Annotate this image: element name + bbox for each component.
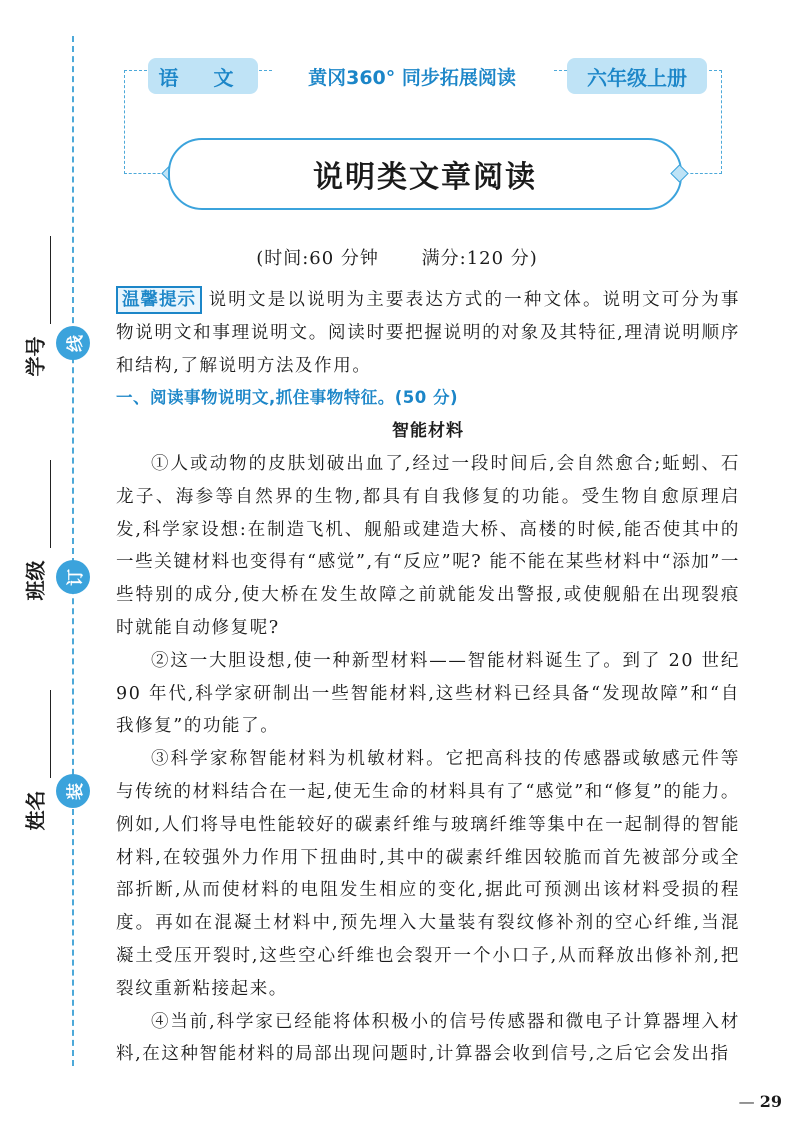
exam-meta [0, 244, 794, 270]
time-limit: (时间:60 分钟 [256, 248, 379, 269]
paragraph-4: ④当前,科学家已经能将体积极小的信号传感器和微电子计算器埋入材料,在这种智能材料的局部出现问题时,计算器会收到信号,之后它会发出指 [116, 1011, 740, 1065]
page-title: 说明类文章阅读 [313, 160, 537, 195]
tip-block [116, 284, 740, 382]
name-label: 姓名 [23, 790, 48, 830]
series-title: 黄冈360° 同步拓展阅读 [272, 58, 552, 94]
full-score: 满分:120 分) [421, 248, 538, 269]
binding-mark-ding: 订 [56, 560, 90, 594]
main-content [116, 284, 740, 1071]
class-blank[interactable] [50, 460, 51, 548]
class-field[interactable] [8, 460, 60, 610]
paragraph-2: ②这一大胆设想,使一种新型材料——智能材料诞生了。到了 20 世纪 90 年代,科学家研制出一些智能材料,这些材料已经具备“发现故障”和“自我修复”的功能了。 [116, 650, 740, 737]
section-heading: 一、阅读事物说明文,抓住事物特征。(50 分) [116, 388, 459, 408]
binding-mark-xian: 线 [56, 326, 90, 360]
class-label: 班级 [23, 560, 48, 600]
name-field[interactable] [8, 690, 60, 840]
page-number: — 29 [739, 1092, 782, 1111]
tip-text: 说明文是以说明为主要表达方式的一种文体。说明文可分为事物说明文和事理说明文。阅读时要把握说明的对象及其特征,理清说明顺序和结构,了解说明方法及作用。 [116, 290, 740, 376]
student-id-label: 学号 [23, 336, 48, 376]
paragraph-1: ①人或动物的皮肤划破出血了,经过一段时间后,会自然愈合;蚯蚓、石龙子、海参等自然界的生物,都具有自我修复的功能。受生物自愈原理启发,科学家设想:在制造飞机、舰船或建造大桥、高楼的时候,能否使其中的一些关键材料也变得有“感觉”,有“反应”呢? 能不能在某些材料中“添加”一些特别的成分,使大桥在发生故障之前就能发出警报,或使舰船在出现裂痕时就能自动修复呢? [116, 453, 740, 638]
binding-mark-zhuang: 装 [56, 774, 90, 808]
grade-tab: 六年级上册 [567, 58, 707, 94]
title-banner [168, 138, 682, 210]
tip-badge: 温馨提示 [116, 286, 202, 314]
subject-tab: 语 文 [148, 58, 258, 94]
name-blank[interactable] [50, 690, 51, 778]
article-title: 智能材料 [392, 421, 464, 442]
binding-dashed-line [72, 36, 74, 1066]
paragraph-3: ③科学家称智能材料为机敏材料。它把高科技的传感器或敏感元件等与传统的材料结合在一起,使无生命的材料具有了“感觉”和“修复”的能力。例如,人们将导电性能较好的碳素纤维与玻璃纤维等集中在一起制得的智能材料,在较强外力作用下扭曲时,其中的碳素纤维因较脆而首先被部分或全部折断,从而使材料的电阻发生相应的变化,据此可预测出该材料受损的程度。再如在混凝土材料中,预先埋入大量装有裂纹修补剂的空心纤维,当混凝土受压开裂时,这些空心纤维也会裂开一个小口子,从而释放出修补剂,把裂纹重新粘接起来。 [116, 749, 740, 999]
